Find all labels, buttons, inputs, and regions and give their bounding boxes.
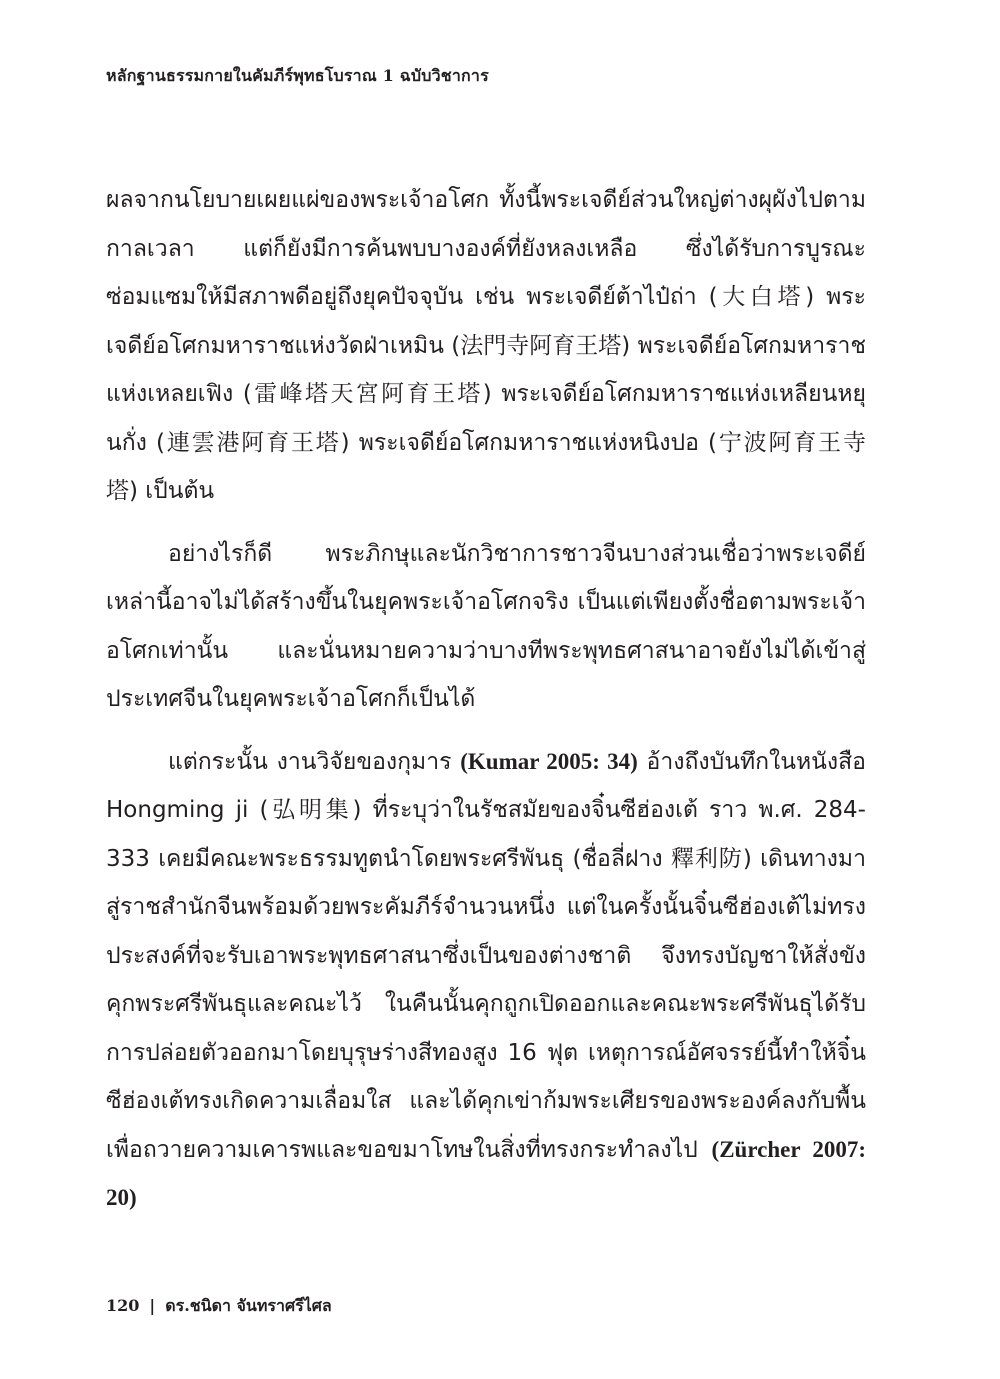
citation-kumar: (Kumar 2005: 34) <box>460 748 638 774</box>
author-name: ดร.ชนิดา จันทราศรีไศล <box>165 1296 332 1315</box>
paragraph-2: อย่างไรก็ดี พระภิกษุและนักวิชาการชาวจีนบางส่วนเชื่อว่าพระเจดีย์เหล่านี้อาจไม่ได้สร้างขึ้นในยุคพระเจ้าอโศกจริง เป็นแต่เพียงตั้งชื่อตามพระเจ้าอโศกเท่านั้น และนั่นหมายความว่าบางทีพระพุทธศาสนาอาจยังไม่ได้เข้าสู่ประเทศจีนในยุคพระเจ้าอโศกก็เป็นได้ <box>106 540 866 712</box>
citation-zurcher: (Zürcher 2007: 20) <box>106 1136 867 1210</box>
footer-separator: | <box>149 1296 156 1315</box>
running-header: หลักฐานธรรมกายในคัมภีร์พุทธโบราณ 1 ฉบับวิชาการ <box>106 66 489 85</box>
paragraph-3 <box>106 738 866 1223</box>
page-number: 120 <box>106 1296 140 1315</box>
page-footer <box>106 1294 332 1319</box>
paragraph-1: ผลจากนโยบายเผยแผ่ของพระเจ้าอโศก ทั้งนี้พระเจดีย์ส่วนใหญ่ต่างผุผังไปตามกาลเวลา แต่ก็ยังมีการค้นพบบางองค์ที่ยังหลงเหลือ ซึ่งได้รับการบูรณะซ่อมแซมให้มีสภาพดีอยู่ถึงยุคปัจจุบัน เช่น พระเจดีย์ต้าไป๋ถ่า (大白塔) พระเจดีย์อโศกมหาราชแห่งวัดฝ่าเหมิน (法門寺阿育王塔) พระเจดีย์อโศกมหาราชแห่งเหลยเฟิง (雷峰塔天宮阿育王塔) พระเจดีย์อโศกมหาราชแห่งเหลียนหยุนกั่ง (連雲港阿育王塔) พระเจดีย์อโศกมหาราชแห่งหนิงปอ (宁波阿育王寺塔) เป็นต้น <box>106 187 866 504</box>
paragraph-3-text-body: อ้างถึงบันทึกในหนังสือ Hongming ji (弘明集) ที่ระบุว่าในรัชสมัยของจิ๋นซีฮ่องเต้ ราว พ.ศ. 284-333 เคยมีคณะพระธรรมทูตนำโดยพระศรีพันธุ (ชื่อลี่ฝาง 釋利防) เดินทางมาสู่ราชสำนักจีนพร้อมด้วยพระคัมภีร์จำนวนหนึ่ง แต่ในครั้งนั้นจิ๋นซีฮ่องเต้ไม่ทรงประสงค์ที่จะรับเอาพระพุทธศาสนาซึ่งเป็นของต่างชาติ จึงทรงบัญชาให้สั่งขังคุกพระศรีพันธุและคณะไว้ ในคืนนั้นคุกถูกเปิดออกและคณะพระศรีพันธุได้รับการปล่อยตัวออกมาโดยบุรุษร่างสีทองสูง 16 ฟุต เหตุการณ์อัศจรรย์นี้ทำให้จิ๋นซีฮ่องเต้ทรงเกิดความเลื่อมใส และได้คุกเข่าก้มพระเศียรของพระองค์ลงกับพื้นเพื่อถวายความเคารพและขอขมาโทษในสิ่งที่ทรงกระทำลงไป <box>106 748 866 1163</box>
paragraph-3-text-start: แต่กระนั้น งานวิจัยของกุมาร <box>168 748 461 775</box>
body-text <box>106 176 866 1237</box>
